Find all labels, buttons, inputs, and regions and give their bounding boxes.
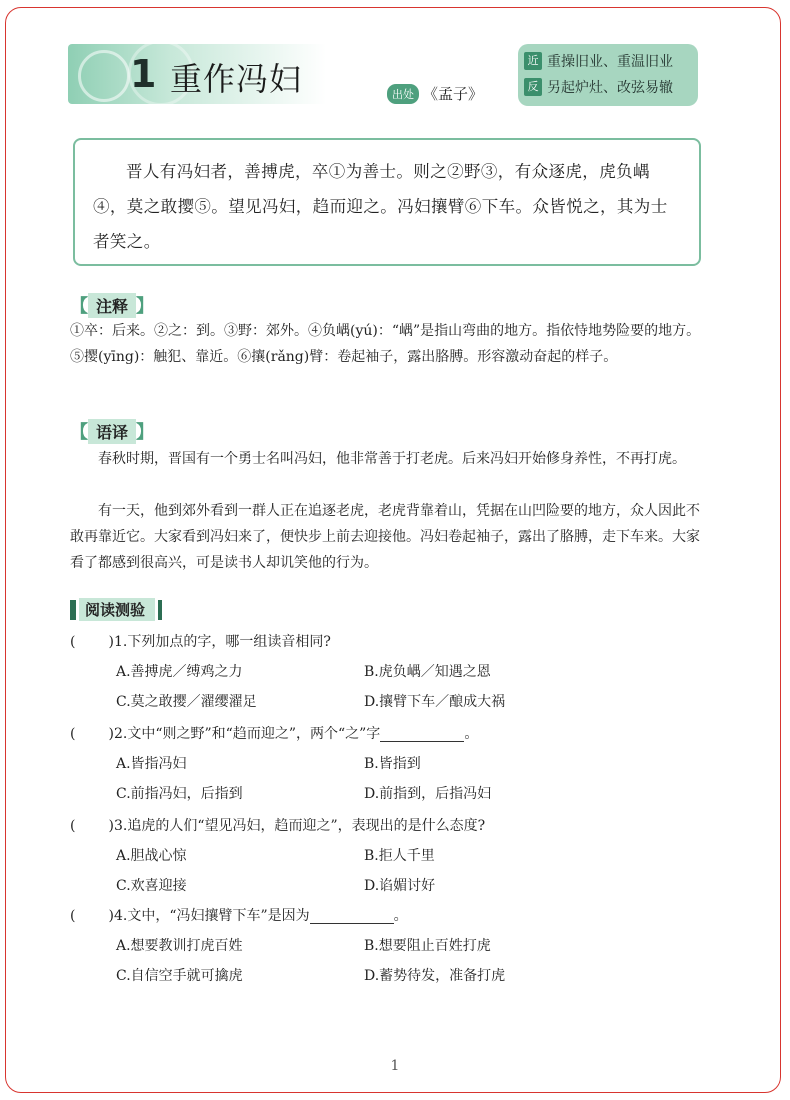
option-c: C.欢喜迎接 bbox=[116, 878, 187, 894]
source-tag: 出处 bbox=[387, 84, 419, 104]
banner-decoration bbox=[78, 50, 130, 102]
answer-slot[interactable]: ( ) bbox=[70, 908, 114, 924]
synonym-badge: 近 bbox=[524, 52, 542, 70]
question-stem: 3.追虎的人们“望见冯妇，趋而迎之”，表现出的是什么态度? bbox=[114, 818, 486, 834]
question-4 bbox=[70, 901, 708, 991]
option-a: A.皆指冯妇 bbox=[116, 756, 187, 772]
antonym-badge: 反 bbox=[524, 78, 542, 96]
answer-slot[interactable]: ( ) bbox=[70, 726, 114, 742]
notes-heading: 【 注释 】 bbox=[70, 292, 154, 318]
original-text: 晋人有冯妇者，善搏虎，卒①为善士。则之②野③，有众逐虎，虎负嵎④，莫之敢撄⑤。望见冯妇，趋而迎之。冯妇攘臂⑥下车。众皆悦之，其为士者笑之。 bbox=[93, 162, 668, 251]
lesson-title: 重作冯妇 bbox=[170, 60, 303, 98]
option-d: D.蓄势待发，准备打虎 bbox=[364, 968, 506, 984]
option-b: B.皆指到 bbox=[364, 756, 421, 772]
notes-text: ①卒：后来。②之：到。③野：郊外。④负嵎(yú)：“嵎”是指山弯曲的地方。指依恃地势险要的地方。⑤撄(yīng)：触犯、靠近。⑥攘(rǎng)臂：卷起袖子，露出胳膊。形容激动奋起的样子。 bbox=[70, 323, 701, 365]
lesson-number: 1 bbox=[130, 52, 157, 96]
question-stem: 4.文中，“冯妇攘臂下车”是因为 。 bbox=[114, 908, 408, 924]
option-c: C.自信空手就可擒虎 bbox=[116, 968, 243, 984]
source bbox=[387, 83, 483, 104]
option-a: A.胆战心惊 bbox=[116, 848, 187, 864]
answer-slot[interactable]: ( ) bbox=[70, 634, 114, 650]
translation-heading: 【 语译 】 bbox=[70, 418, 154, 444]
quiz-heading: 阅读测验 bbox=[70, 598, 162, 621]
option-b: B.拒人千里 bbox=[364, 848, 435, 864]
source-text: 《孟子》 bbox=[423, 85, 484, 103]
option-d: D.谄媚讨好 bbox=[364, 878, 436, 894]
option-b: B.想要阻止百姓打虎 bbox=[364, 938, 491, 954]
synonym-text: 重操旧业、重温旧业 bbox=[547, 54, 673, 70]
fill-blank[interactable] bbox=[310, 909, 394, 924]
option-b: B.虎负嵎／知遇之恩 bbox=[364, 664, 491, 680]
option-d: D.攘臂下车／酿成大祸 bbox=[364, 694, 506, 710]
translation-paragraph: 有一天，他到郊外看到一群人正在追逐老虎，老虎背靠着山，凭据在山凹险要的地方，众人因此不敢再靠近它。大家看到冯妇来了，便快步上前去迎接他。冯妇卷起袖子，露出了胳膊，走下车来。大家看了都感到很高兴，可是读书人却讥笑他的行为。 bbox=[70, 503, 700, 571]
question-1 bbox=[70, 627, 708, 717]
option-a: A.想要教训打虎百姓 bbox=[116, 938, 243, 954]
question-3 bbox=[70, 811, 708, 901]
antonym-text: 另起炉灶、改弦易辙 bbox=[547, 80, 673, 96]
antonym-row bbox=[524, 74, 692, 100]
question-stem: 2.文中“则之野”和“趋而迎之”，两个“之”字 。 bbox=[114, 726, 479, 742]
option-c: C.莫之敢撄／濯缨濯足 bbox=[116, 694, 257, 710]
fill-blank[interactable] bbox=[380, 727, 464, 742]
question-2 bbox=[70, 719, 708, 809]
synonym-row bbox=[524, 48, 692, 74]
page-number: 1 bbox=[390, 1058, 400, 1074]
question-stem: 1.下列加点的字，哪一组读音相同? bbox=[114, 634, 331, 650]
option-a: A.善搏虎／缚鸡之力 bbox=[116, 664, 243, 680]
original-text-box bbox=[73, 138, 701, 266]
option-c: C.前指冯妇，后指到 bbox=[116, 786, 243, 802]
option-d: D.前指到，后指冯妇 bbox=[364, 786, 492, 802]
related-idioms-box bbox=[518, 44, 698, 106]
translation-paragraph: 春秋时期，晋国有一个勇士名叫冯妇，他非常善于打老虎。后来冯妇开始修身养性，不再打虎。 bbox=[98, 451, 686, 467]
answer-slot[interactable]: ( ) bbox=[70, 818, 114, 834]
